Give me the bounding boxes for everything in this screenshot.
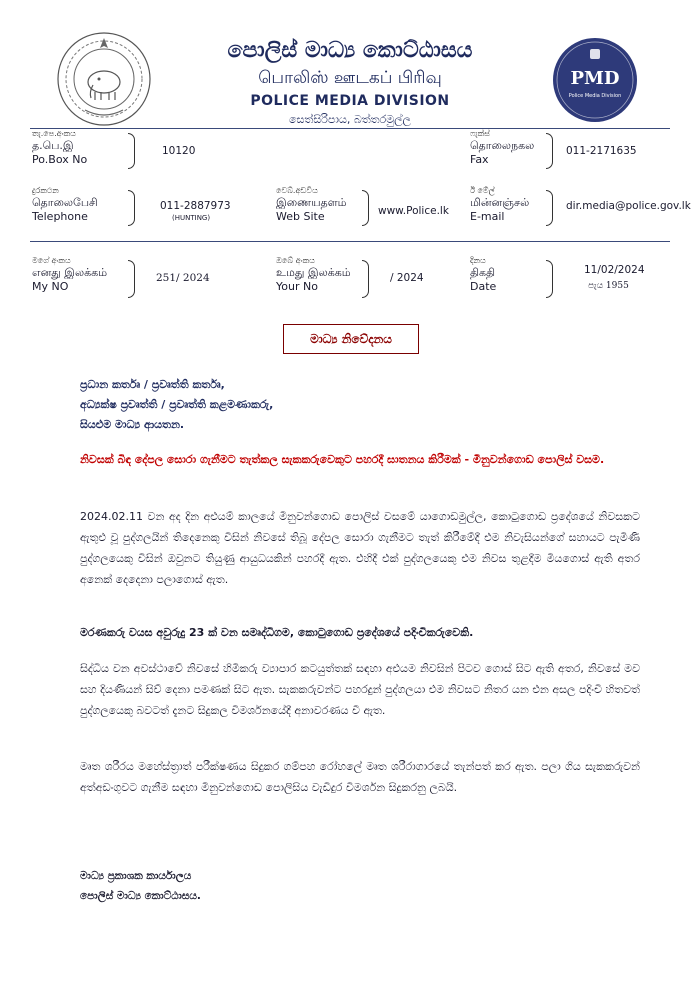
email-label-en: E-mail bbox=[470, 210, 505, 223]
fax-label-si: ෆැක්ස් bbox=[470, 129, 490, 138]
pmd-logo bbox=[552, 37, 638, 123]
website-labels bbox=[276, 186, 346, 224]
your-no-label-ta: உமது இலக்கம் bbox=[276, 266, 351, 279]
your-no-value: / 2024 bbox=[390, 272, 424, 284]
telephone-value: 011-2887973 bbox=[160, 200, 231, 212]
pmd-logo-text: PMD bbox=[570, 68, 620, 89]
pobox-label-ta: த.பெ.இ bbox=[32, 139, 74, 152]
brace bbox=[128, 260, 135, 298]
telephone-labels bbox=[32, 186, 98, 224]
recipient-line-2: අධ්‍යක්ෂ ප්‍රවෘත්ති / ප්‍රවෘත්ති කළමණාකරු, bbox=[80, 398, 274, 411]
date-label-si: දිනය bbox=[470, 256, 486, 265]
paragraph-4: මෘත ශරීරය මහේස්ත්‍රාත් පරීක්ෂණය සිදුකර ගම්පහ රෝහලේ මෘත ශරීරාගාරයේ තැන්පත් කර ඇත. පලා ගිය සැකකරුවන් අත්අඩංගුවට ගැනීම සඳහා මීනුවන්ගොඩ පොලිසිය වැඩිදුර විමර්ශන සිදුකරනු ලබයි. bbox=[80, 760, 640, 794]
fax-label-en: Fax bbox=[470, 153, 489, 166]
email-label-ta: மின்னஞ்சல் bbox=[470, 196, 530, 209]
my-no-value: 251/ 2024 bbox=[156, 272, 210, 284]
website-link[interactable]: www.Police.lk bbox=[378, 205, 449, 217]
fax-value: 011-2171635 bbox=[566, 145, 637, 157]
paragraph-2: මරණකරු වයස අවුරුදු 23 ක් වන සමෘද්ධිගම, කොටුගොඩ ප්‍රදේශයේ පදිංචිකරුවෙකි. bbox=[80, 626, 474, 639]
brace bbox=[546, 190, 553, 226]
brace bbox=[362, 260, 369, 298]
pobox-label-en: Po.Box No bbox=[32, 153, 88, 166]
pmd-logo-subtext: Police Media Division bbox=[568, 93, 622, 99]
title-tamil: பொலிஸ் ஊடகப் பிரிவு bbox=[258, 68, 442, 88]
brace bbox=[128, 133, 135, 169]
date-label-ta: திகதி bbox=[470, 266, 496, 279]
my-no-label-en: My NO bbox=[32, 280, 69, 293]
date-labels bbox=[470, 256, 496, 294]
time-value: පැය 1955 bbox=[588, 281, 629, 291]
date-label-en: Date bbox=[470, 280, 497, 293]
website-label-ta: இணையதளம் bbox=[276, 196, 347, 209]
my-no-label-si: මගේ අංකය bbox=[32, 256, 71, 265]
pobox-value: 10120 bbox=[162, 145, 196, 157]
pobox-labels bbox=[32, 129, 87, 167]
brace bbox=[362, 190, 369, 226]
pobox-label-si: තැ.පෙ.අංකය bbox=[32, 129, 76, 138]
email-labels bbox=[470, 186, 529, 224]
header-divider bbox=[30, 128, 670, 129]
website-label-si: වෙබ්.අඩවිය bbox=[276, 186, 318, 195]
your-no-label-si: ඔබේ අංකය bbox=[276, 256, 315, 265]
my-no-labels bbox=[32, 256, 107, 294]
media-release-heading: මාධ්‍ය නිවේදනය bbox=[283, 324, 419, 354]
your-no-labels bbox=[276, 256, 351, 294]
title-english: POLICE MEDIA DIVISION bbox=[250, 93, 450, 109]
website-label-en: Web Site bbox=[276, 210, 325, 223]
brace bbox=[546, 133, 553, 169]
my-no-label-ta: எனது இலக்கம் bbox=[32, 266, 108, 279]
header-address: සෙත්සිරිපාය, බත්තරමුල්ල bbox=[289, 113, 411, 126]
recipient-line-3: සියළුම මාධ්‍ය ආයතන. bbox=[80, 418, 185, 431]
telephone-note: (HUNTING) bbox=[172, 214, 211, 222]
brace bbox=[546, 260, 553, 298]
info-divider bbox=[30, 241, 670, 242]
recipient-line-1: ප්‍රධාන කර්තෘ / ප්‍රවෘත්ති කර්තෘ, bbox=[80, 378, 225, 391]
paragraph-1: 2024.02.11 වන අද දින අළුයම් කාලයේ මීනුවන්ගොඩ පොලිස් වසමේ යාගොඩමුල්ල, කොටුගොඩ ප්‍රදේශයේ නිවසකට ඇතුළු වූ පුද්ගලයින් තිදෙනෙකු විසින් නිවසේ තිබූ දේපල සොරා ගැනීමට තැත් කිරීමේදී එම නිවැසියන්ගේ සහායට පැමිණි පුද්ගලයෙකු විසින් ඔවුනට තියුණු ආයුධයකින් පහරදී ඇත. එහිදී එක් පුද්ගලයෙකු එම නිවස තුළදීම මියගොස් ඇති අතර අනෙක් දෙදෙනා පලාගොස් ඇත. bbox=[80, 510, 640, 586]
brace bbox=[128, 190, 135, 226]
signature-line-2: පොලිස් මාධ්‍ය කොට්ඨාසය. bbox=[80, 890, 201, 902]
title-sinhala: පොලිස් මාධ්‍ය කොට්ඨාසය bbox=[227, 38, 473, 63]
fax-labels bbox=[470, 129, 534, 167]
paragraph-3: සිද්ධිය වන අවස්ථාවේ නිවසේ හිමිකරු ව්‍යාපාර කටයුත්තක් සඳහා අළුයම නිවසින් පිටව ගොස් සිට ඇති අතර, නිවසේ මව සහ දියණියන් සිව් දෙනා පමණක් සිට ඇත. සැකකරුවන්ට පහරදුන් පුද්ගලයා එම නිවසට නිතර යන එන අසල පදිංචි හිතවත් පුද්ගලයෙකු බවටත් දැනට සිදුකල විමර්ශනයේදී අනාවරණය වී ඇත. bbox=[80, 662, 640, 717]
telephone-label-ta: தொலைபேசி bbox=[32, 196, 98, 209]
telephone-label-si: දුරකථන bbox=[32, 186, 59, 195]
telephone-label-en: Telephone bbox=[32, 210, 88, 223]
email-label-si: ඊ මේල් bbox=[470, 186, 495, 195]
signature-line-1: මාධ්‍ය ප්‍රකාශක කාර්යාලය bbox=[80, 870, 192, 882]
fax-label-ta: தொலைநகல bbox=[470, 139, 535, 152]
news-headline: නිවසක් බිඳ දේපල සොරා ගැනීමට තැත්කල සැකකරුවෙකුට පහරදී ඝාතනය කිරීමක් - මීනුවන්ගොඩ පොලිස් වසම. bbox=[80, 453, 605, 466]
date-value: 11/02/2024 bbox=[584, 264, 645, 276]
your-no-label-en: Your No bbox=[276, 280, 318, 293]
email-link[interactable]: dir.media@police.gov.lk bbox=[566, 200, 691, 212]
